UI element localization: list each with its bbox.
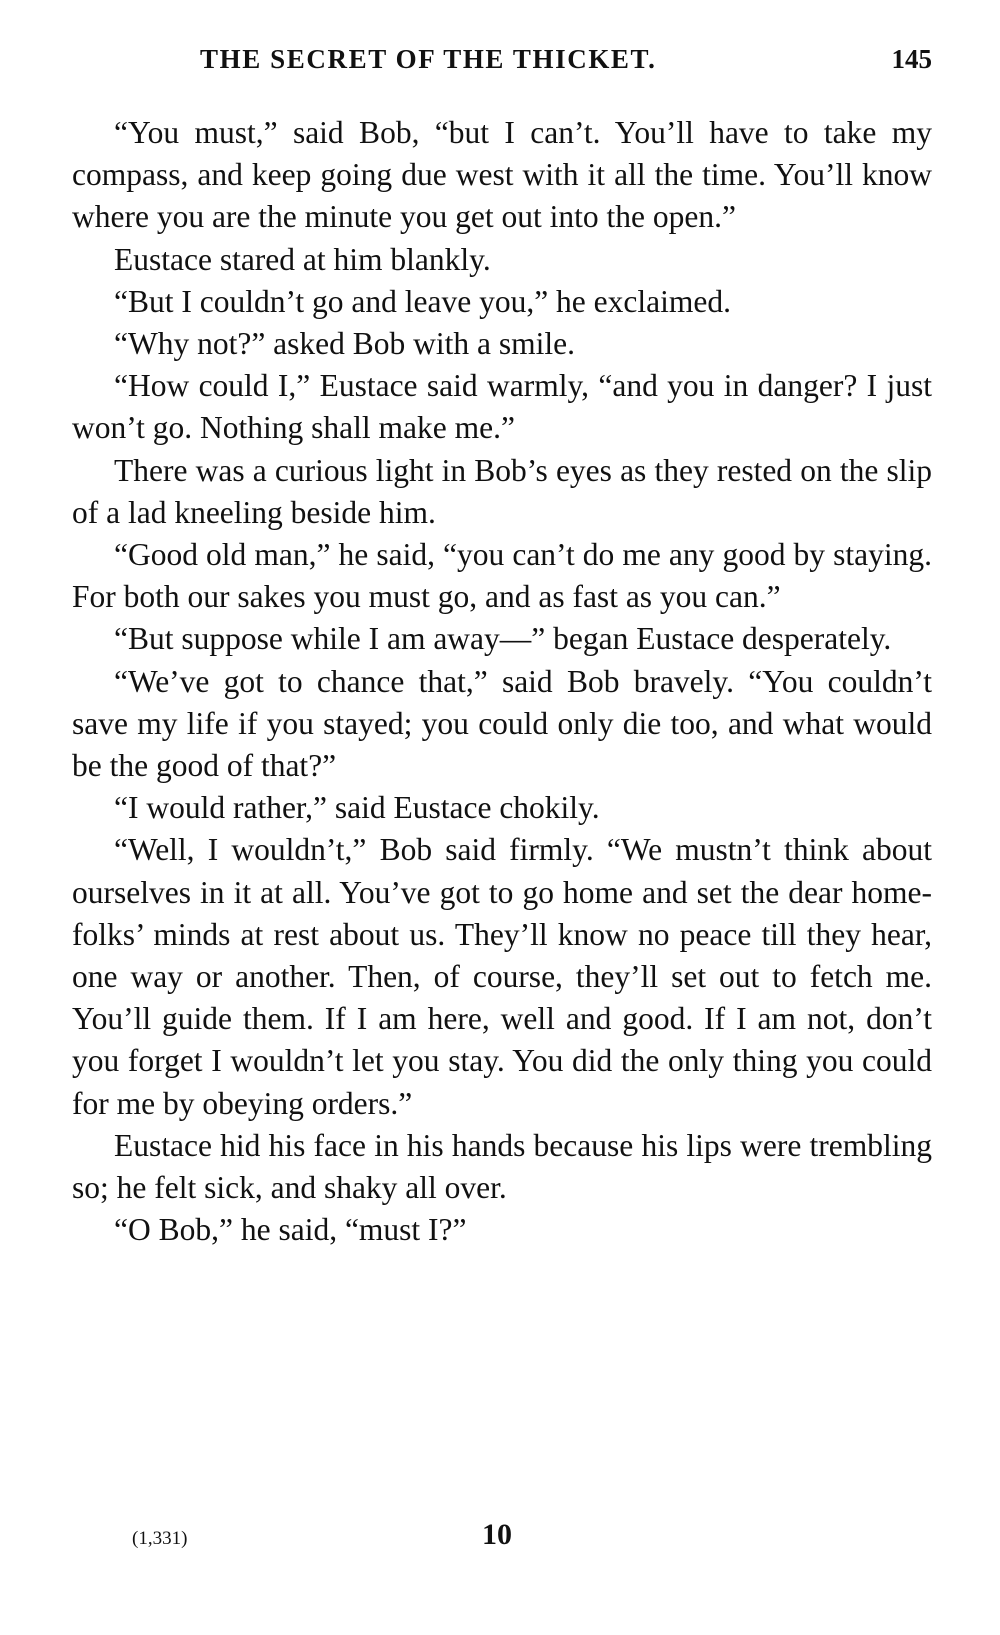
body-text: [72, 112, 932, 1251]
paragraph: “You must,” said Bob, “but I can’t. You’ll have to take my compass, and keep going due west with it all the time. You’ll know where you are the minute you get out into the open.”: [72, 115, 932, 235]
paragraph: “But suppose while I am away—” began Eustace desperately.: [114, 621, 892, 657]
paragraph: There was a curious light in Bob’s eyes as they rested on the slip of a lad kneeling beside him.: [72, 452, 932, 530]
paragraph: “How could I,” Eustace said warmly, “and you in danger? I just won’t go. Nothing shall make me.”: [72, 368, 932, 446]
paragraph: Eustace hid his face in his hands because his lips were trembling so; he felt sick, and shaky all over.: [72, 1127, 932, 1206]
signature-mark: (1,331): [132, 1528, 188, 1549]
paragraph: “Why not?” asked Bob with a smile.: [114, 326, 576, 362]
paragraph: “O Bob,” he said, “must I?”: [114, 1212, 467, 1248]
paragraph: “Well, I wouldn’t,” Bob said firmly. “We mustn’t think about ourselves in it at all. You’ve got to go home and set the dear home-folks’ minds at rest about us. They’ll know no peace till they hear, one way or another. Then, of course, they’ll set out to fetch me. You’ll guide them. If I am here, well and good. If I am not, don’t you forget I wouldn’t let you stay. You did the only thing you could for me by obeying orders.”: [72, 832, 932, 1121]
paragraph: “But I couldn’t go and leave you,” he exclaimed.: [114, 283, 731, 319]
paragraph: “Good old man,” he said, “you can’t do me any good by staying. For both our sakes you must go, and as fast as you can.”: [72, 537, 932, 615]
page-number: 145: [891, 44, 932, 74]
signature-number: 10: [482, 1518, 512, 1551]
running-head: [72, 44, 932, 84]
page-footer: [72, 1518, 932, 1558]
book-page: [72, 44, 932, 1251]
paragraph: Eustace stared at him blankly.: [114, 241, 491, 277]
running-title: THE SECRET OF THE THICKET.: [200, 44, 657, 74]
paragraph: “We’ve got to chance that,” said Bob bravely. “You couldn’t save my life if you stayed; you could only die too, and what would be the good of that?”: [72, 663, 932, 784]
paragraph: “I would rather,” said Eustace chokily.: [114, 790, 600, 826]
